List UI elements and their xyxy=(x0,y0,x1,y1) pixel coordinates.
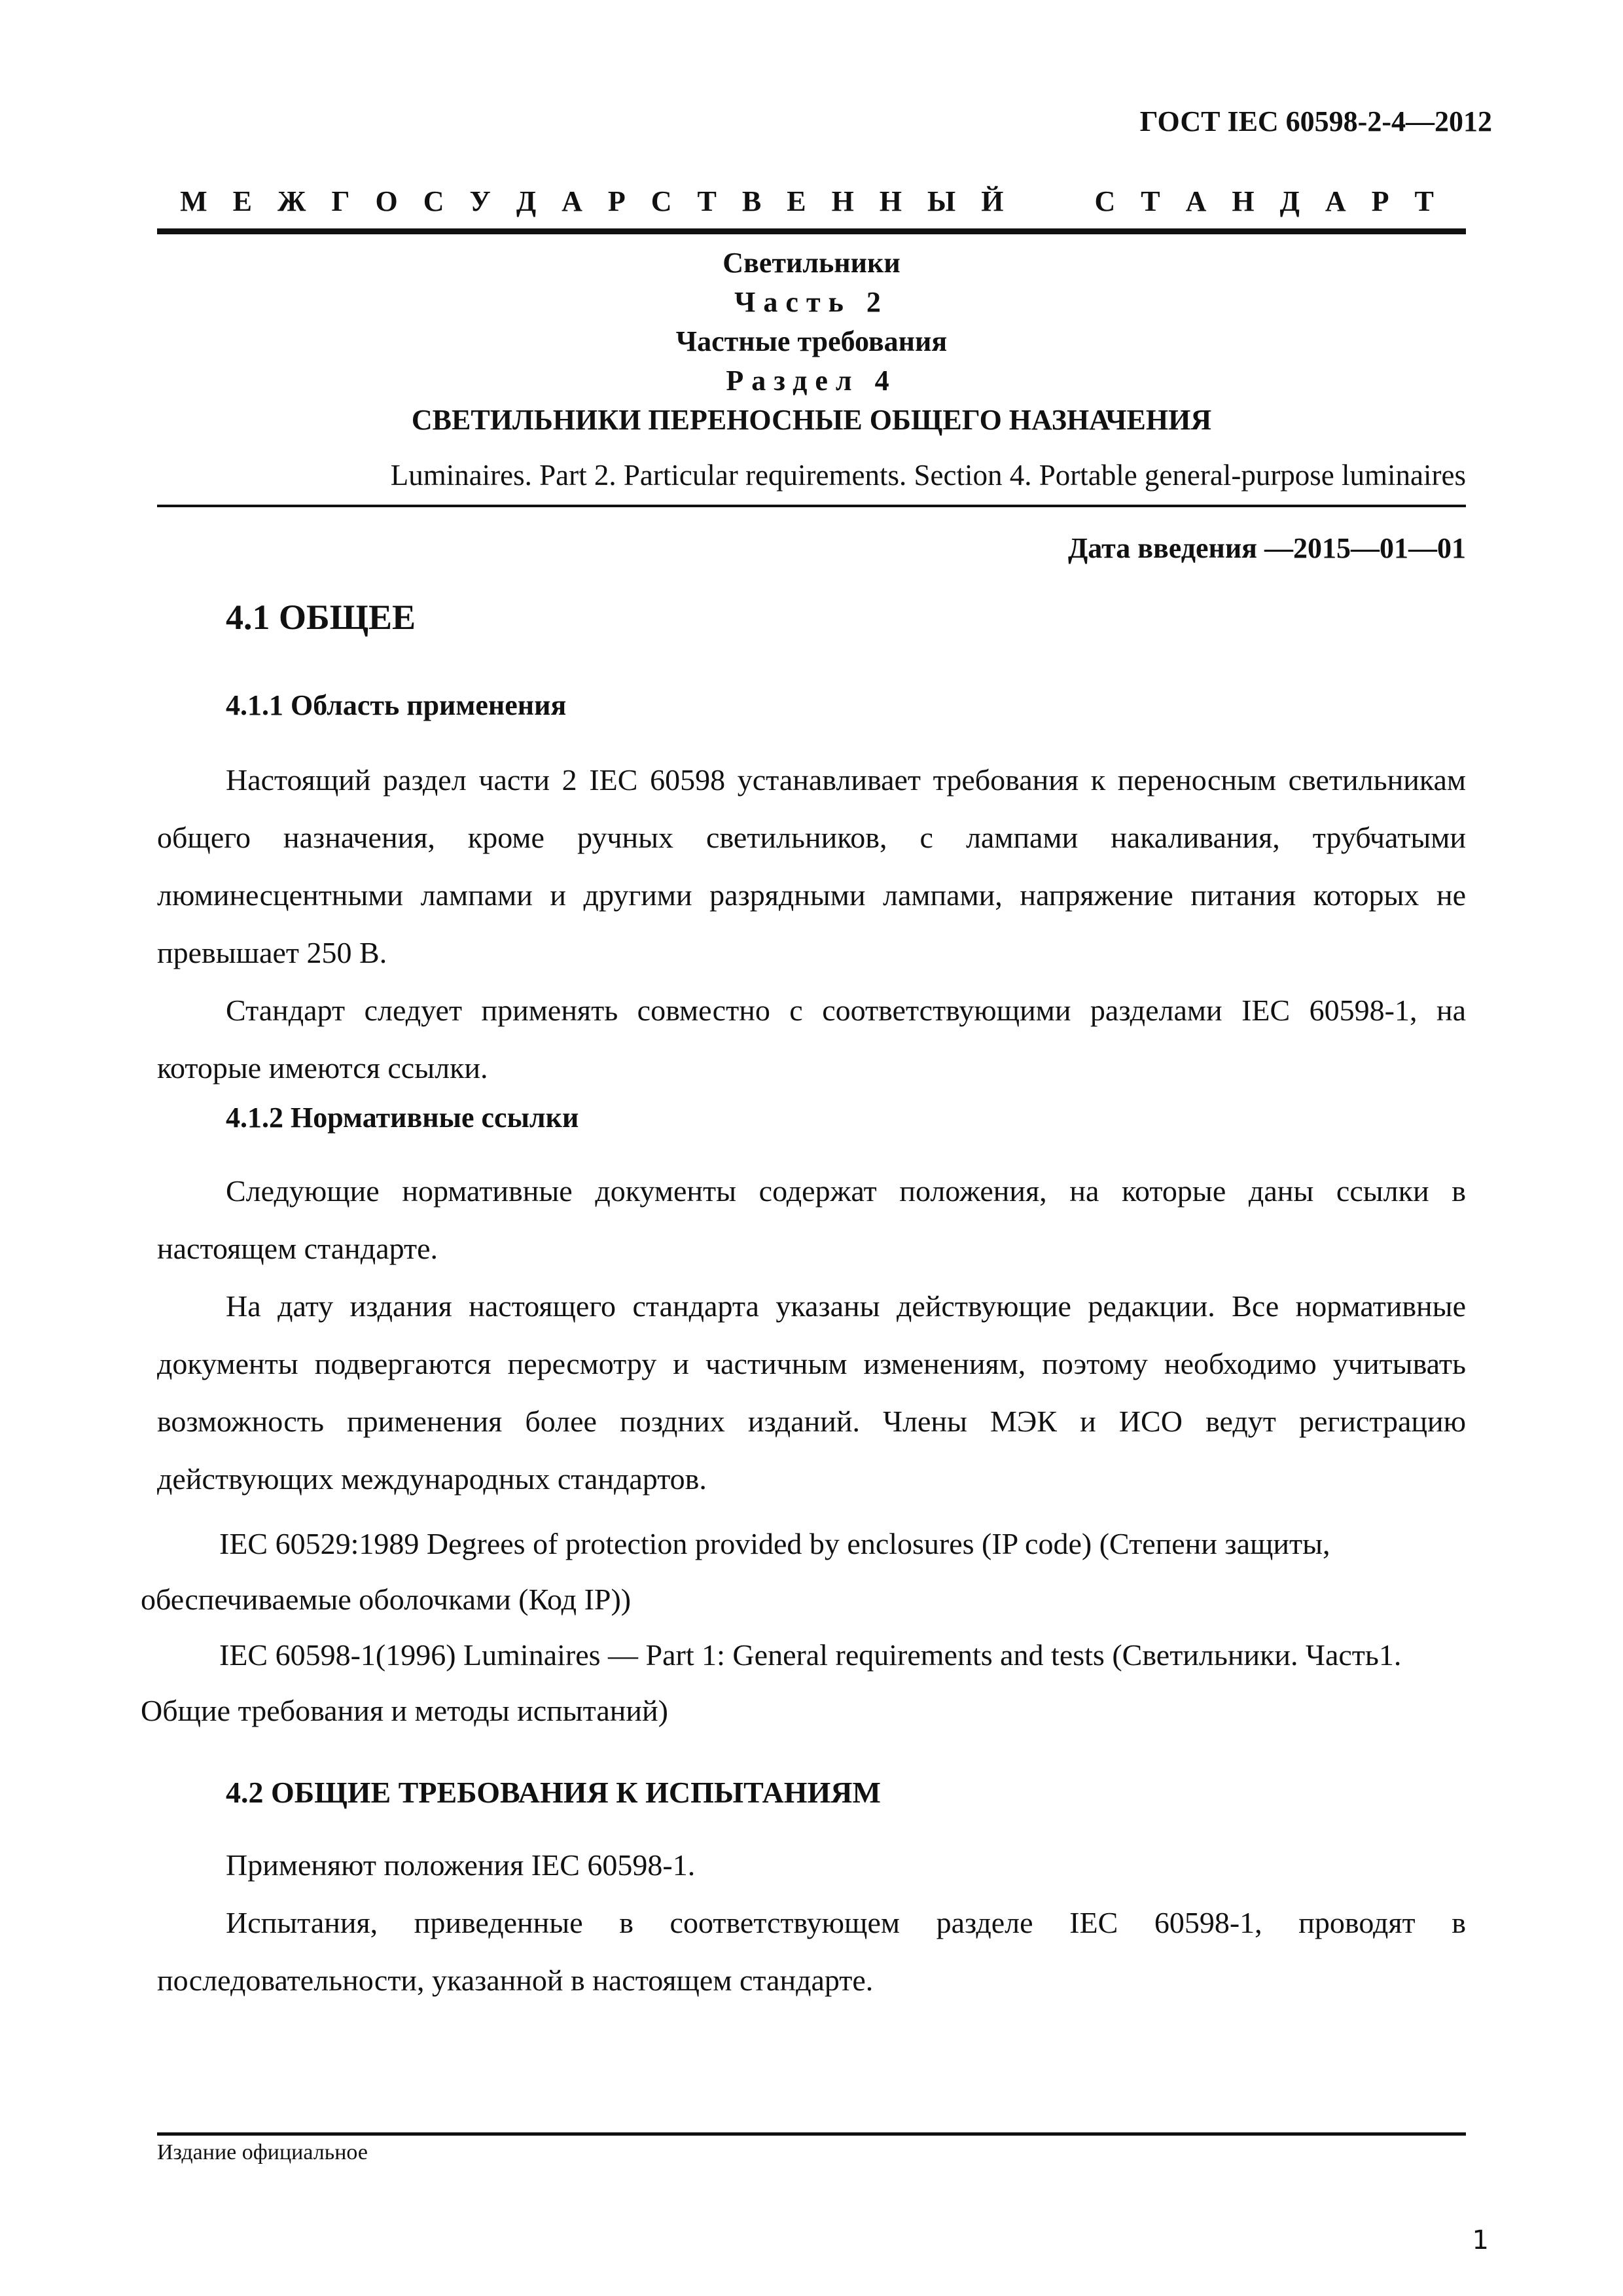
title-line-1: Светильники xyxy=(722,247,901,279)
title-line-4: Раздел 4 xyxy=(726,365,897,397)
scope-paragraph-1: Настоящий раздел части 2 IEC 60598 устанавливает требования к переносным светильникам общего назначения, кроме ручных светильников, с лампами накаливания, трубчатыми люминесцентными лампами и другими разрядными лампами, напряжение питания которых не превышает 250 В. xyxy=(157,763,1466,969)
title-line-5: СВЕТИЛЬНИКИ ПЕРЕНОСНЫЕ ОБЩЕГО НАЗНАЧЕНИЯ xyxy=(411,404,1212,436)
scope-paragraph-2: Стандарт следует применять совместно с соответствующими разделами IEC 60598-1, на которые имеются ссылки. xyxy=(157,994,1466,1085)
references-paragraph-2: На дату издания настоящего стандарта указаны действующие редакции. Все нормативные документы подвергаются пересмотру и частичным изменениям, поэтому необходимо учитывать возможность применения более поздних изданий. Члены МЭК и ИСО ведут регистрацию действующих международных стандартов. xyxy=(157,1289,1466,1496)
section-heading-4-1: 4.1 ОБЩЕЕ xyxy=(226,598,416,637)
subsection-heading-scope: 4.1.1 Область применения xyxy=(226,689,567,721)
title-line-3: Частные требования xyxy=(675,325,948,357)
page-number: 1 xyxy=(1472,2225,1489,2255)
title-divider xyxy=(157,505,1466,507)
test-requirements-paragraph-1: Применяют положения IEC 60598-1. xyxy=(226,1848,696,1882)
english-title: Luminaires. Part 2. Particular requirements. Section 4. Portable general-purpose luminaires xyxy=(390,459,1466,492)
document-code: ГОСТ IEC 60598-2-4—2012 xyxy=(1139,105,1492,137)
header-divider xyxy=(157,228,1466,234)
reference-item-iec-60598-1: IEC 60598-1(1996) Luminaires — Part 1: General requirements and tests (Светильники. Часть1. Общие требования и методы испытаний) xyxy=(141,1638,1402,1727)
introduction-date: Дата введения —2015—01—01 xyxy=(1067,532,1466,564)
reference-item-iec-60529: IEC 60529:1989 Degrees of protection provided by enclosures (IP code) (Степени защиты, обеспечиваемые оболочками (Код IP)) xyxy=(141,1527,1330,1616)
subsection-heading-references: 4.1.2 Нормативные ссылки xyxy=(226,1102,579,1134)
footer-divider xyxy=(157,2132,1466,2136)
title-line-2: Часть 2 xyxy=(734,286,889,318)
standard-type-heading: М Е Ж Г О С У Д А Р С Т В Е Н Н Ы Й С Т А Н Д А Р Т xyxy=(180,185,1443,217)
test-requirements-paragraph-2: Испытания, приведенные в соответствующем разделе IEC 60598-1, проводят в последовательности, указанной в настоящем стандарте. xyxy=(157,1906,1466,1997)
references-paragraph-1: Следующие нормативные документы содержат положения, на которые даны ссылки в настоящем стандарте. xyxy=(157,1174,1466,1265)
section-heading-4-2: 4.2 ОБЩИЕ ТРЕБОВАНИЯ К ИСПЫТАНИЯМ xyxy=(226,1776,881,1809)
official-edition-note: Издание официальное xyxy=(157,2140,368,2164)
